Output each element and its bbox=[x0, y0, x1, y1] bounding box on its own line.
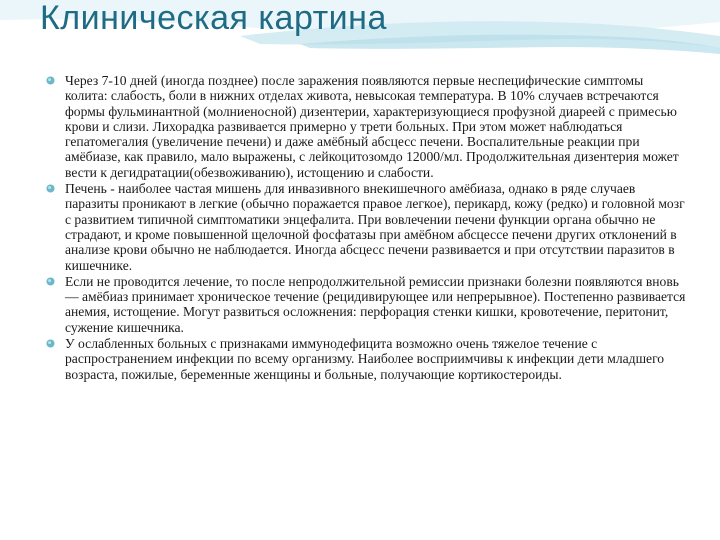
bullet-text: Если не проводится лечение, то после непродолжительной ремиссии признаки болезни появляются вновь — амёбиаз принимает хроническое течение (рецидивирующее или непрерывное). Постепенно развивается анемия, истощение. Могут развиться осложнения: перфорация стенки кишки, кровотечение, перитонит, сужение кишечника. bbox=[65, 273, 686, 335]
list-item bbox=[46, 336, 686, 382]
bullet-list bbox=[46, 73, 686, 382]
bullet-icon bbox=[46, 339, 55, 348]
bullet-text: Печень - наиболее частая мишень для инвазивного внекишечного амёбиаза, однако в ряде случаев паразиты проникают в легкие (обычно поражается правое легкое), перикард, кожу (редко) и головной мозг с развитием типичной симптоматики энцефалита. При вовлечении печени функции органа обычно не страдают, и кроме повышенной щелочной фосфатазы при амёбном абсцессе печени других отклонений в анализе крови обычно не наблюдается. Иногда абсцесс печени развивается и при отсутствии паразитов в кишечнике. bbox=[65, 181, 685, 273]
list-item bbox=[46, 73, 686, 180]
bullet-icon bbox=[46, 76, 55, 85]
bullet-icon bbox=[46, 184, 55, 193]
bullet-text: Через 7-10 дней (иногда позднее) после заражения появляются первые неспецифические симптомы колита: слабость, боли в нижних отделах живота, невысокая температура. В 10% случаев встречаются формы фульминантной (молниеносной) дизентерии, характеризующиеся профузной диареей с примесью крови и слизи. Лихорадка развивается примерно у трети больных. При этом может наблюдаться гепатомегалия (увеличение печени) и даже амёбный абсцесс печени. Воспалительные реакции при амёбиазе, как правило, мало выражены, с лейкоцитозомдо 12000/мл. Продолжительная дизентерия может вести к дегидратации(обезвоживанию), истощению и слабости. bbox=[65, 73, 679, 180]
list-item bbox=[46, 181, 686, 273]
bullet-text: У ослабленных больных с признаками иммунодефицита возможно очень тяжелое течение с распространением инфекции по всему организму. Наиболее восприимчивы к инфекции дети младшего возраста, пожилые, беременные женщины и больные, получающие кортикостероиды. bbox=[65, 336, 665, 382]
bullet-icon bbox=[46, 277, 55, 286]
slide-title: Клиническая картина bbox=[40, 0, 387, 37]
list-item bbox=[46, 274, 686, 335]
